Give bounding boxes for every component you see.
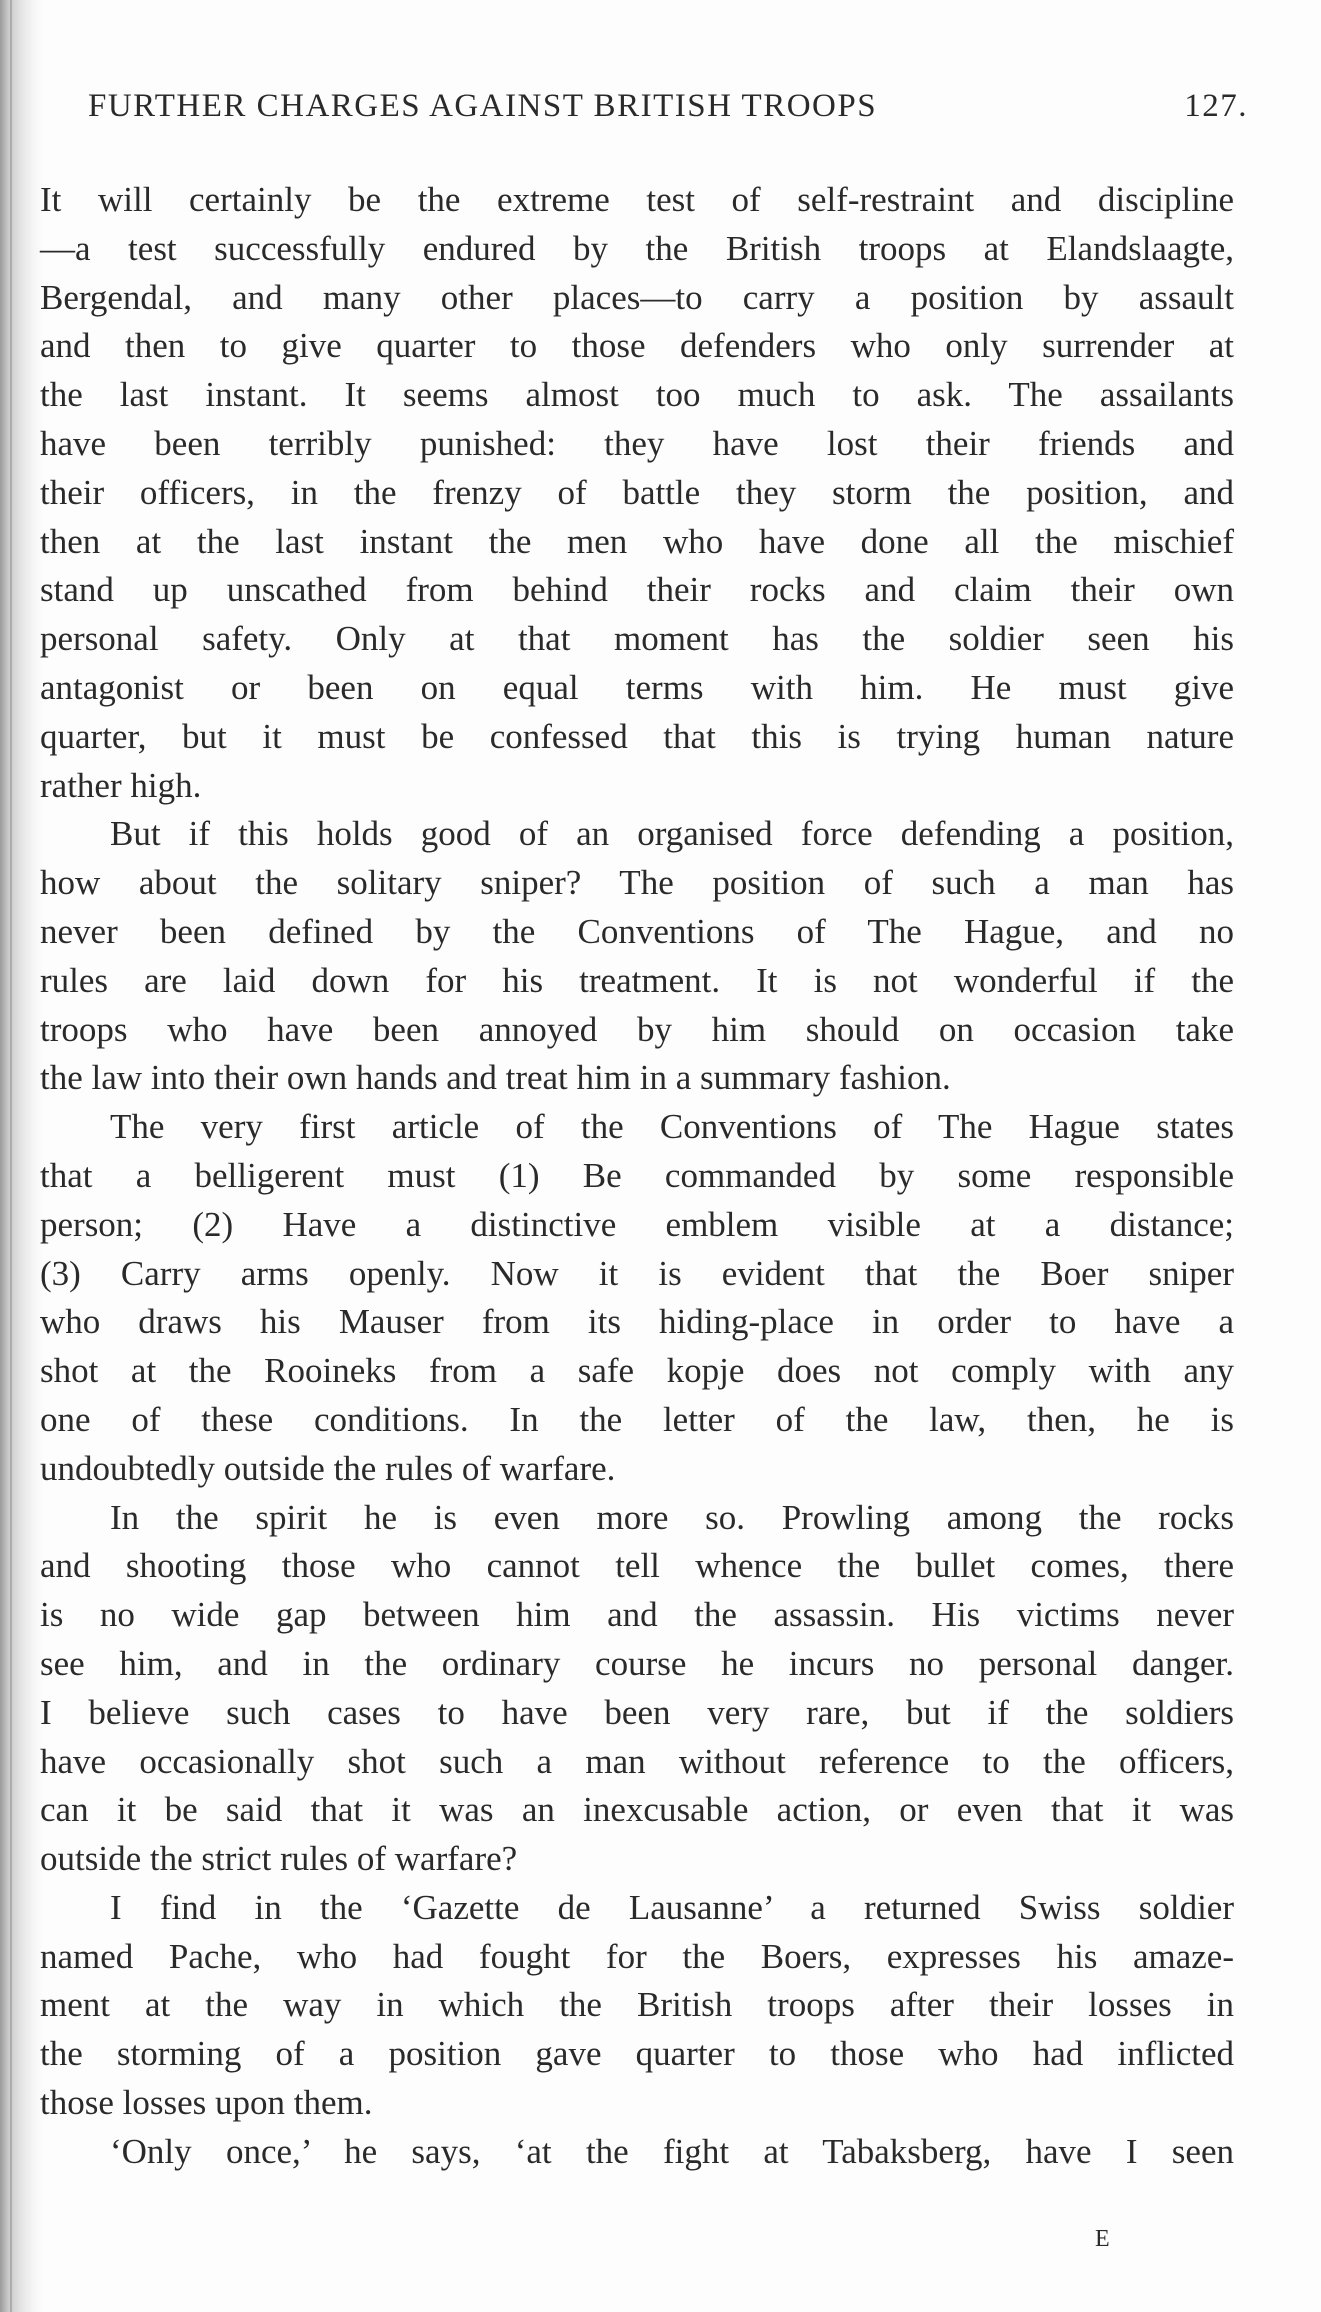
text-line: person; (2) Have a distinctive emblem visible at a distance; <box>40 1204 1234 1244</box>
paragraph <box>40 2128 1234 2177</box>
binding-edge <box>10 0 12 2312</box>
signature-mark: E <box>1095 2226 1110 2252</box>
text-line: outside the strict rules of warfare? <box>40 1839 518 1879</box>
text-line: see him, and in the ordinary course he incurs no personal danger. <box>40 1643 1234 1683</box>
text-line: In the spirit he is even more so. Prowling among the rocks <box>110 1497 1234 1537</box>
text-line: ment at the way in which the British troops after their losses in <box>40 1985 1234 2025</box>
page-number: 127. <box>1184 88 1248 124</box>
book-binding-shadow <box>0 0 44 2312</box>
text-line: personal safety. Only at that moment has the soldier seen his <box>40 619 1234 659</box>
text-line: can it be said that it was an inexcusable action, or even that it was <box>40 1790 1234 1830</box>
text-line: But if this holds good of an organised force defending a position, <box>110 814 1234 854</box>
paragraph <box>40 1884 1234 2128</box>
text-line: one of these conditions. In the letter of the law, then, he is <box>40 1399 1234 1439</box>
text-line: antagonist or been on equal terms with him. He must give <box>40 667 1234 707</box>
text-line: and shooting those who cannot tell whence the bullet comes, there <box>40 1546 1234 1586</box>
paragraph <box>40 810 1234 1103</box>
text-line: who draws his Mauser from its hiding-place in order to have a <box>40 1302 1234 1342</box>
text-line: named Pache, who had fought for the Boers, expresses his amaze- <box>40 1936 1234 1976</box>
text-line: have occasionally shot such a man without reference to the officers, <box>40 1741 1234 1781</box>
text-line: their officers, in the frenzy of battle they storm the position, and <box>40 472 1234 512</box>
text-line: ‘Only once,’ he says, ‘at the fight at Tabaksberg, have I seen <box>110 2131 1234 2171</box>
text-line: that a belligerent must (1) Be commanded by some responsible <box>40 1155 1234 1195</box>
text-line: I believe such cases to have been very rare, but if the soldiers <box>40 1692 1234 1732</box>
paragraph <box>40 176 1234 810</box>
text-line: then at the last instant the men who have done all the mischief <box>40 521 1234 561</box>
running-header <box>88 88 1248 138</box>
text-line: stand up unscathed from behind their rocks and claim their own <box>40 570 1234 610</box>
page-body <box>40 176 1234 2177</box>
text-line: the law into their own hands and treat him in a summary fashion. <box>40 1058 951 1098</box>
text-line: rather high. <box>40 765 202 805</box>
text-line: Bergendal, and many other places—to carry a position by assault <box>40 277 1234 317</box>
text-line: have been terribly punished: they have lost their friends and <box>40 423 1234 463</box>
text-line: undoubtedly outside the rules of warfare. <box>40 1448 616 1488</box>
text-line: The very first article of the Conventions of The Hague states <box>110 1107 1234 1147</box>
text-line: (3) Carry arms openly. Now it is evident that the Boer sniper <box>40 1253 1234 1293</box>
text-line: shot at the Rooineks from a safe kopje does not comply with any <box>40 1351 1234 1391</box>
paragraph <box>40 1494 1234 1884</box>
paragraph <box>40 1103 1234 1493</box>
text-line: those losses upon them. <box>40 2083 373 2123</box>
text-line: I find in the ‘Gazette de Lausanne’ a returned Swiss soldier <box>110 1887 1234 1927</box>
text-line: troops who have been annoyed by him should on occasion take <box>40 1009 1234 1049</box>
text-line: quarter, but it must be confessed that this is trying human nature <box>40 716 1234 756</box>
running-title: FURTHER CHARGES AGAINST BRITISH TROOPS <box>88 88 878 124</box>
text-line: rules are laid down for his treatment. It is not wonderful if the <box>40 960 1234 1000</box>
text-line: how about the solitary sniper? The position of such a man has <box>40 863 1234 903</box>
text-line: and then to give quarter to those defenders who only surrender at <box>40 326 1234 366</box>
text-line: It will certainly be the extreme test of self-restraint and discipline <box>40 180 1234 219</box>
text-line: never been defined by the Conventions of The Hague, and no <box>40 911 1234 951</box>
text-line: is no wide gap between him and the assassin. His victims never <box>40 1595 1234 1635</box>
text-line: the storming of a position gave quarter to those who had inflicted <box>40 2034 1234 2074</box>
text-line: the last instant. It seems almost too much to ask. The assailants <box>40 375 1234 415</box>
text-line: —a test successfully endured by the British troops at Elandslaagte, <box>40 228 1234 268</box>
